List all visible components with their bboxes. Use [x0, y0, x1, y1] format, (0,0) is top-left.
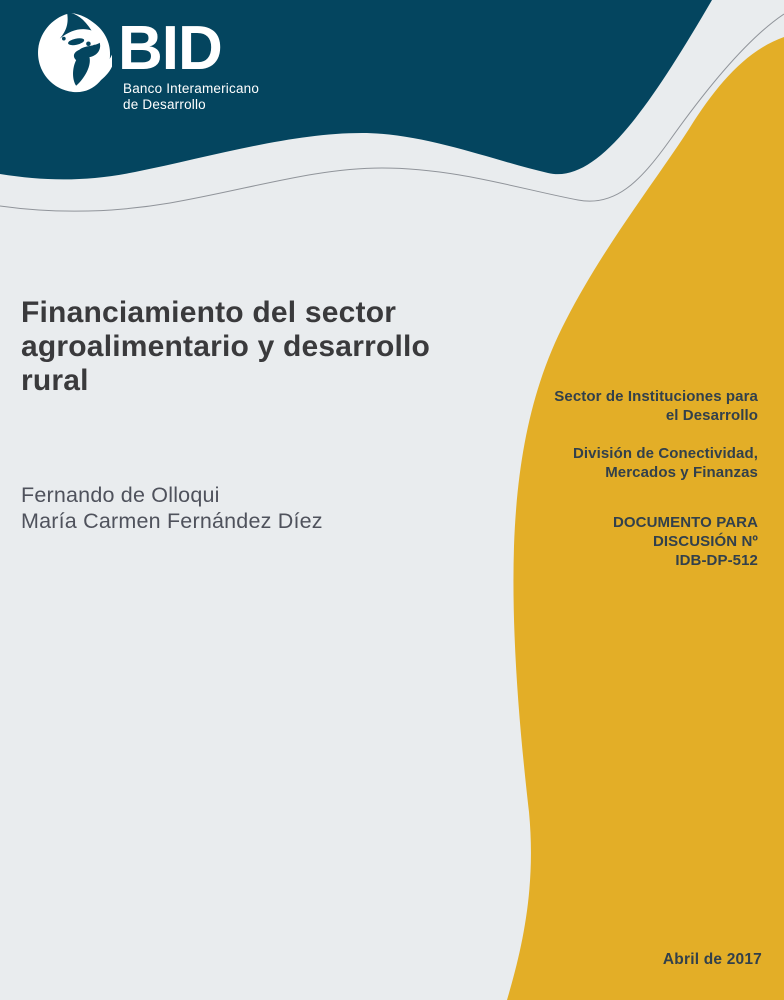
author-name: María Carmen Fernández Díez	[21, 509, 323, 533]
bid-tagline	[123, 81, 259, 112]
title-line1: Financiamiento del sector	[21, 296, 397, 329]
bid-globe-americas-icon	[30, 12, 112, 94]
document-number: DOCUMENTO PARA DISCUSIÓN Nº IDB-DP-512	[612, 514, 758, 569]
bid-tagline-line1: Banco Interamericano	[123, 81, 260, 96]
bid-tagline-line2: de Desarrollo	[123, 96, 206, 112]
document-title	[21, 296, 491, 398]
sector-name: Sector de Instituciones para el Desarrollo	[554, 388, 758, 424]
publication-date: Abril de 2017	[662, 951, 762, 968]
division-name: División de Conectividad, Mercados y Finanzas	[572, 445, 758, 481]
bid-logo	[30, 10, 360, 120]
author-name: Fernando de Olloqui	[21, 483, 220, 507]
department-panel	[458, 387, 758, 570]
title-line3: rural	[21, 364, 89, 397]
bid-acronym: BID	[118, 14, 222, 83]
title-line2: agroalimentario y desarrollo	[21, 330, 431, 363]
author-list	[21, 482, 441, 534]
